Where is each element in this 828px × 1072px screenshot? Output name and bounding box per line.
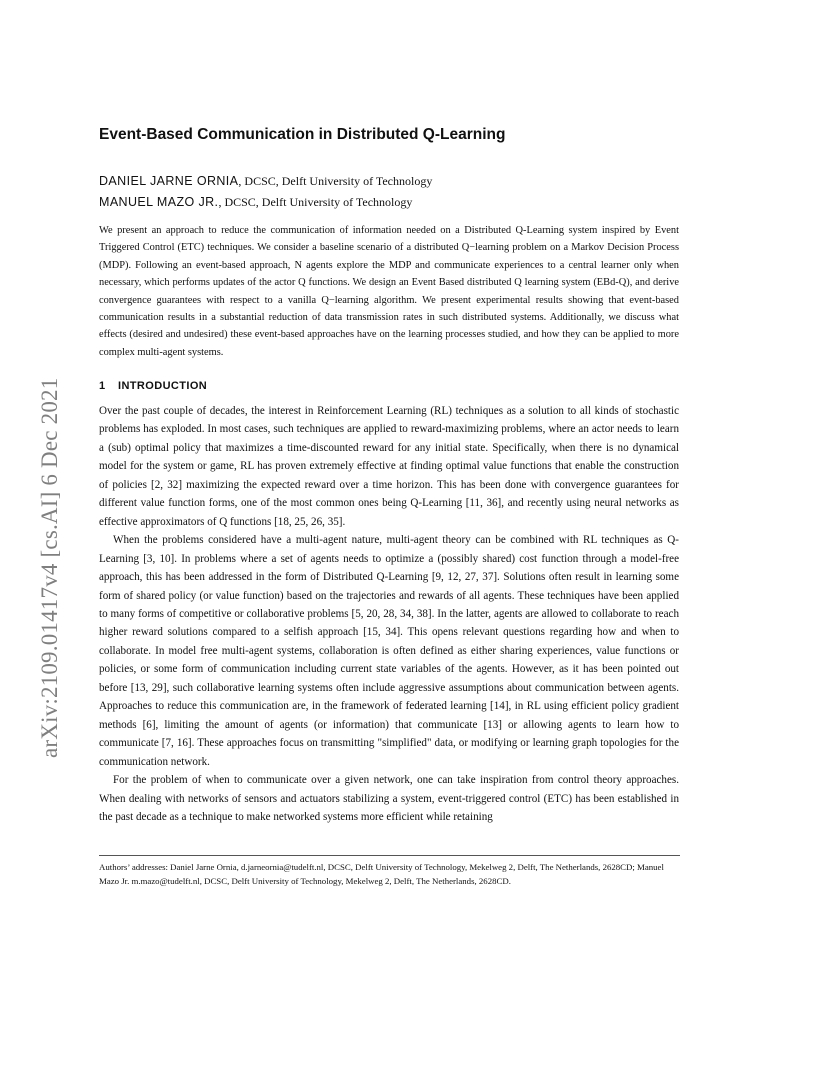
body-paragraph: When the problems considered have a multi-agent nature, multi-agent theory can be combined with RL techniques as Q-Learning [3, 10]. In problems where a set of agents needs to optimize a (possibly shared) cost function through a model-free approach, this has been addressed in the form of Distributed Q-Learning [9, 12, 27, 37]. Solutions often result in learning some form of shared policy (or value function) based on the trajectories and rewards of all agents. These techniques have been applied to many forms of competitive or collaborative problems [5, 20, 28, 34, 38]. In the latter, agents are allowed to collaborate to reach higher reward solutions compared to a selfish approach [15, 34]. This opens relevant questions regarding how and when to collaborate. In model free multi-agent systems, collaboration is often defined as either sharing experiences, value functions or policies, or some form of communication including current state variables of the agents. However, as it has been pointed out before [13, 29], such collaborative learning systems often include aggressive assumptions about communication between agents. Approaches to reduce this communication are, in the framework of federated learning [14], in RL using efficient policy gradient methods [6], limiting the amount of agents (or information) that communicate [13] or allowing agents to learn how to communicate [7, 16]. These approaches focus on transmitting "simplified" data, or modifying or learning graph topologies for the communication network. (99, 534, 679, 768)
author-affiliation: , DCSC, Delft University of Technology (218, 195, 413, 209)
author-affiliation: , DCSC, Delft University of Technology (238, 174, 433, 188)
author-line (99, 174, 432, 189)
author-name: DANIEL JARNE ORNIA (99, 174, 239, 188)
abstract: We present an approach to reduce the communication of information needed on a Distributed Q-Learning system inspired by Event Triggered Control (ETC) techniques. We consider a baseline scenario of a distributed Q−learning problem on a Markov Decision Process (MDP). Following an event-based approach, N agents explore the MDP and communicate experiences to a central learner only when necessary, which performs updates of the actor Q functions. We design an Event Based distributed Q learning system (EBd-Q), and derive convergence guarantees with respect to a vanilla Q−learning algorithm. We present experimental results showing that event-based communication results in a substantial reduction of data transmission rates in such distributed systems. Additionally, we discuss what effects (desired and undesired) these event-based approaches have on the learning processes studied, and how they can be applied to more complex multi-agent systems. (99, 225, 679, 358)
section-number: 1 (99, 380, 106, 392)
author-name: MANUEL MAZO JR. (99, 195, 219, 209)
arxiv-identifier-stamp: arXiv:2109.01417v4 [cs.AI] 6 Dec 2021 (37, 377, 62, 758)
footnote-divider (99, 855, 680, 856)
body-paragraph: Over the past couple of decades, the interest in Reinforcement Learning (RL) techniques as a solution to all kinds of stochastic problems has exploded. In most cases, such techniques are applied to reward-maximizing problems, where an actor needs to learn a (sub) optimal policy that maximizes a time-discounted reward for any initial state. Specifically, when there is no dynamical model for the system or game, RL has proven extremely effective at finding optimal value functions that enable the construction of policies [2, 32] maximizing the expected reward over a time horizon. This has been done with convergence guarantees for different value function forms, one of the most common ones being Q-Learning [11, 36], and recently using neural networks as effective approximators of Q functions [18, 25, 26, 35]. (99, 405, 679, 528)
body-text (99, 402, 679, 826)
paper-title: Event-Based Communication in Distributed Q-Learning (99, 126, 506, 143)
section-heading (99, 380, 207, 392)
author-line (99, 195, 412, 210)
footnote-author-addresses: Authors’ addresses: Daniel Jarne Ornia, d.jarneornia@tudelft.nl, DCSC, Delft University of Technology, Mekelweg 2, Delft, The Netherlands, 2628CD; Manuel Mazo Jr. m.mazo@tudelft.nl, DCSC, Delft University of Technology, Mekelweg 2, Delft, The Netherlands, 2628CD. (99, 862, 664, 886)
section-title: INTRODUCTION (118, 380, 208, 392)
body-paragraph: For the problem of when to communicate over a given network, one can take inspiration from control theory approaches. When dealing with networks of sensors and actuators stabilizing a system, event-triggered control (ETC) has been established in the past decade as a technique to make networked systems more efficient while retaining (99, 774, 679, 823)
